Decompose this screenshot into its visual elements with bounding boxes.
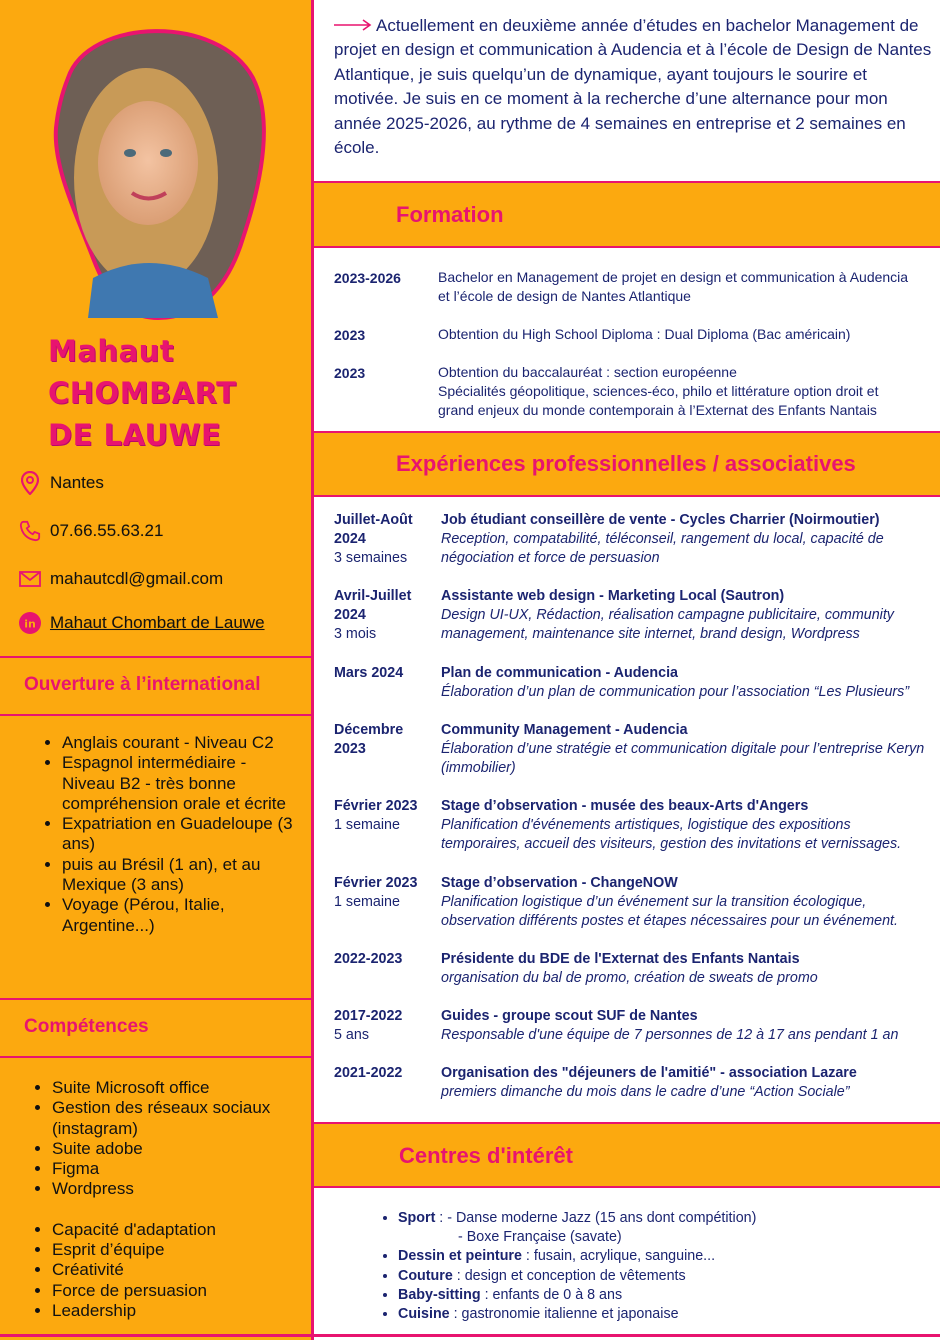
interest-text: : gastronomie italienne et japonaise [449,1306,679,1323]
list-gap [52,1200,332,1220]
experience-header [314,431,940,497]
location-pin-icon [18,471,42,495]
intro-paragraph [334,14,934,160]
list-item: • Gestion des réseaux sociaux (instagram) [52,1098,332,1139]
interest-text: : design et conception de vêtements [452,1267,686,1284]
formation-subtext: Spécialités géopolitique, sciences-éco, philo et littérature option droit et grand enjeux du monde contemporain à l’Externat des Enfants Nantais [438,383,879,418]
experience-date: 2022-2023 [334,951,403,967]
location-text: Nantes [50,473,104,492]
experience-date: Mars 2024 [334,665,404,681]
experience-role: Présidente du BDE de l'Externat des Enfants Nantais [441,951,800,967]
experience-duration: 1 semaine [334,894,400,911]
list-item: • Figma [52,1159,332,1179]
formation-date: 2023 [334,365,366,381]
interest-subtext: - Boxe Française (savate) [458,1229,622,1246]
experience-date: 2021-2022 [334,1065,403,1081]
formation-date: 2023 [334,327,366,343]
interests-title: Centres d'intérêt [399,1143,573,1168]
bottom-divider [0,1334,940,1337]
experience-desc: Design UI-UX, Rédaction, réalisation campagne publicitaire, community management, maintenance site internet, brand design, Wordpress [441,607,894,643]
list-item: • Anglais courant - Niveau C2 [62,733,302,753]
list-item [398,1267,756,1286]
formation-text: Obtention du High School Diploma : Dual Diploma (Bac américain) [438,326,851,342]
experience-role: Organisation des "déjeuners de l'amitié" - association Lazare [441,1065,857,1081]
experience-duration: 3 semaines [334,550,408,567]
profile-photo [48,18,266,320]
list-item: • Leadership [52,1301,332,1321]
experience-duration: 1 semaine [334,817,400,834]
name-line: Mahaut [48,334,175,368]
email-text[interactable]: mahautcdl@gmail.com [50,569,224,588]
international-title: Ouverture à l’international [24,674,261,695]
contact-email [18,567,223,591]
list-item: • Créativité [52,1260,332,1280]
interest-text: : - Danse moderne Jazz (15 ans dont compétition) [435,1210,757,1226]
formation-text-block [438,363,918,420]
list-item: • Wordpress [52,1179,332,1199]
experience-duration: 5 ans [334,1027,369,1044]
list-item [398,1247,756,1266]
left-sidebar [0,0,314,1340]
list-item: • Capacité d'adaptation [52,1220,332,1240]
experience-desc: Élaboration d’un plan de communication pour l’association “Les Plusieurs” [441,684,910,701]
experience-desc: Responsable d'une équipe de 7 personnes de 12 à 17 ans pendant 1 an [441,1027,899,1044]
international-header [0,656,311,716]
experience-role: Plan de communication - Audencia [441,665,678,681]
list-item: • Expatriation en Guadeloupe (3 ans) [62,814,302,855]
list-item: • Force de persuasion [52,1281,332,1301]
experience-date: Février 2023 [334,875,418,891]
experience-duration: 3 mois [334,626,377,643]
experience-desc: Planification d'événements artistiques, logistique des expositions temporaires, accueil des visiteurs, gestion des invitations et vernissages. [441,817,902,853]
formation-header [314,181,940,248]
list-item: • Espagnol intermédiaire - Niveau B2 - très bonne compréhension orale et écrite [62,753,302,814]
experience-role: Stage d’observation - musée des beaux-Arts d'Angers [441,798,809,814]
skills-title: Compétences [24,1016,149,1037]
interest-label: Dessin et peinture [398,1248,522,1265]
experience-date: Février 2023 [334,798,418,814]
phone-text: 07.66.55.63.21 [50,521,164,540]
experience-date: 2017-2022 [334,1008,403,1024]
experience-role: Assistante web design - Marketing Local (Sautron) [441,588,785,604]
phone-icon [18,519,42,543]
list-item: • Suite adobe [52,1139,332,1159]
contact-linkedin [18,611,265,635]
interest-text: : enfants de 0 à 8 ans [480,1286,623,1303]
full-name [48,330,236,456]
contact-location [18,471,104,495]
experience-desc: Planification logistique d’un événement sur la transition écologique, observation différents postes et étapes nécessaires pour un événement. [441,894,898,930]
experience-role: Guides - groupe scout SUF de Nantes [441,1008,698,1024]
experience-desc: organisation du bal de promo, création de sweats de promo [441,970,818,987]
formation-text: Bachelor en Management de projet en design et communication à Audencia et l’école de design de Nantes Atlantique [438,269,909,304]
list-item: • Voyage (Pérou, Italie, Argentine...) [62,895,302,936]
international-list [30,733,302,936]
formation-text: Obtention du baccalauréat : section européenne [438,364,737,380]
experience-title: Expériences professionnelles / associatives [396,451,856,476]
skills-list [20,1078,332,1321]
main-content [314,0,940,1340]
experience-desc: Élaboration d’une stratégie et communication digitale pour l’entreprise Keryn (immobilier) [441,741,925,777]
interests-header [314,1122,940,1188]
mail-icon [18,567,42,591]
list-item: • Esprit d’équipe [52,1240,332,1260]
formation-date: 2023-2026 [334,270,401,286]
formation-title: Formation [396,202,504,227]
interest-label: Sport [398,1210,436,1226]
interests-list [380,1209,756,1324]
experience-role: Job étudiant conseillère de vente - Cycles Charrier (Noirmoutier) [441,512,880,528]
experience-date: Décembre 2023 [334,722,404,758]
experience-desc: premiers dimanche du mois dans le cadre d’une “Action Sociale” [441,1084,850,1101]
intro-text: Actuellement en deuxième année d’études en bachelor Management de projet en design et communication à Audencia et à l’école de Design de Nantes Atlantique, je suis quelqu’un de dynamique, ayant toujours le sourire et motivée. Je suis en ce moment à la recherche d’une alternance pour mon année 2025-2026, au rythme de 4 semaines en entreprise et 2 semaines en école. [334,16,932,158]
experience-role: Community Management - Audencia [441,722,688,738]
name-line: DE LAUWE [48,418,222,452]
contact-phone [18,519,163,543]
experience-desc: Reception, compatabilité, téléconseil, rangement du local, capacité de négociation et force de persuasion [441,531,884,567]
arrow-right-icon [334,14,376,38]
linkedin-link[interactable]: Mahaut Chombart de Lauwe [50,613,265,632]
list-item: • Suite Microsoft office [52,1078,332,1098]
interest-label: Cuisine [398,1306,450,1323]
svg-text:in: in [24,617,36,631]
interest-text: : fusain, acrylique, sanguine... [521,1248,716,1265]
list-item: • puis au Brésil (1 an), et au Mexique (3 ans) [62,855,302,896]
list-item [398,1305,756,1324]
experience-role: Stage d’observation - ChangeNOW [441,875,678,891]
interest-label: Baby-sitting [398,1286,481,1303]
experience-date: Avril-Juillet 2024 [334,588,412,624]
linkedin-icon [18,611,42,635]
experience-date: Juillet-Août 2024 [334,512,413,548]
list-item [398,1209,756,1247]
name-line: CHOMBART [48,376,237,410]
interest-label: Couture [398,1267,453,1284]
list-item [398,1286,756,1305]
skills-header [0,998,311,1058]
